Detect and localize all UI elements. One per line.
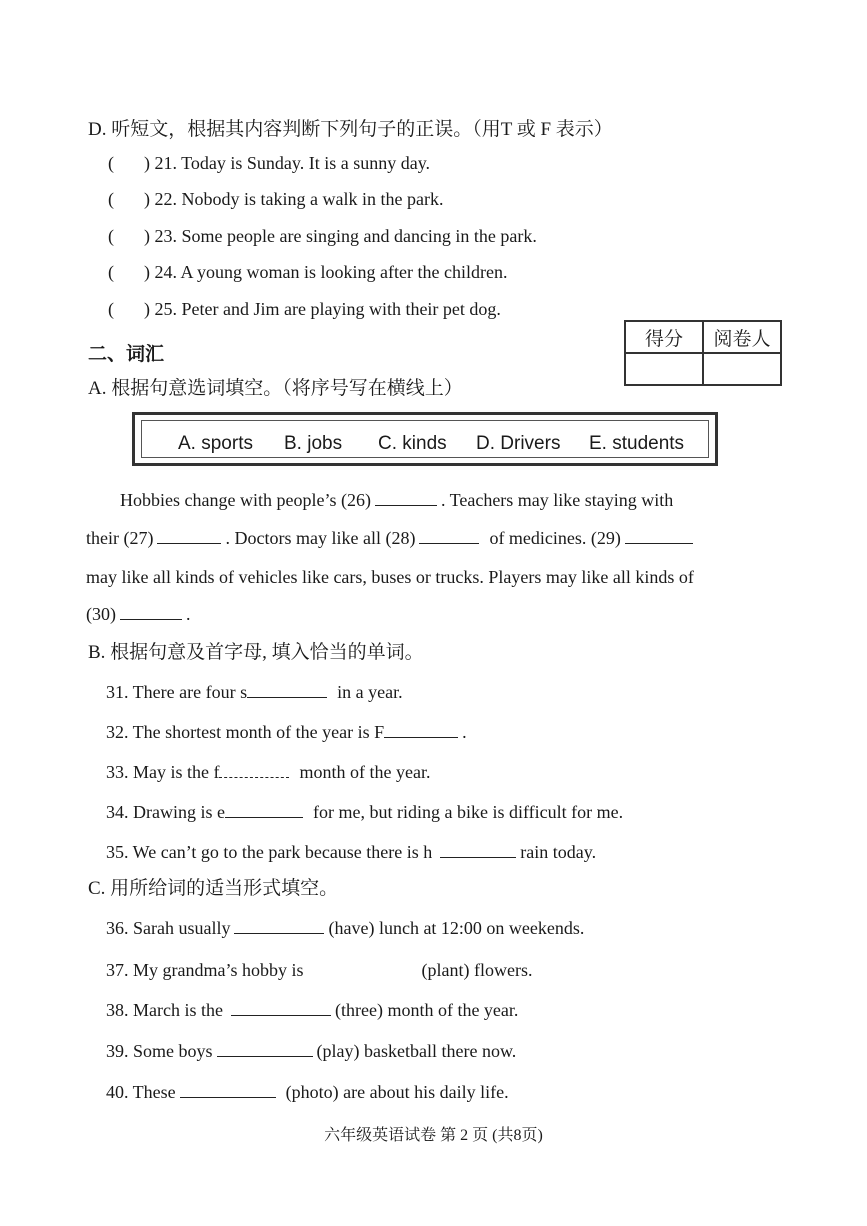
section-a-heading: A. 根据句意选词填空。（将序号写在横线上） xyxy=(88,378,463,399)
question-text: 21. Today is Sunday. It is a sunny day. xyxy=(154,153,431,173)
question-text: (photo) are about his daily life. xyxy=(285,1082,509,1102)
question-text: 34. Drawing is e xyxy=(106,802,225,822)
passage-line-3: may like all kinds of vehicles like cars, buses or trucks. Players may like all kinds of xyxy=(86,567,694,587)
blank-35[interactable] xyxy=(440,841,516,858)
question-text: (play) basketball there now. xyxy=(316,1041,517,1061)
blank-34[interactable] xyxy=(225,801,303,818)
paren-close: ) xyxy=(144,153,150,173)
section-b-heading: B. 根据句意及首字母, 填入恰当的单词。 xyxy=(88,642,424,663)
blank-26[interactable] xyxy=(375,489,437,506)
question-33 xyxy=(106,760,430,784)
question-text: 31. There are four s xyxy=(106,682,248,702)
question-24 xyxy=(108,260,507,284)
question-text: 23. Some people are singing and dancing in the park. xyxy=(154,226,537,246)
paren-open: ( xyxy=(108,189,114,209)
paren-close: ) xyxy=(144,226,150,246)
question-37 xyxy=(106,958,532,982)
question-text: 33. May is the f xyxy=(106,762,220,782)
section-c-heading: C. 用所给词的适当形式填空。 xyxy=(88,878,339,899)
question-text: for me, but riding a bike is difficult for me. xyxy=(312,802,624,822)
question-22 xyxy=(108,187,443,211)
question-text: (have) lunch at 12:00 on weekends. xyxy=(328,918,585,938)
paren-open: ( xyxy=(108,299,114,319)
question-25 xyxy=(108,297,501,321)
question-text: in a year. xyxy=(337,682,403,702)
reviewer-label: 阅卷人 xyxy=(703,321,781,353)
question-text: 22. Nobody is taking a walk in the park. xyxy=(154,189,444,209)
score-cell[interactable] xyxy=(625,353,703,385)
question-text: 40. These xyxy=(106,1082,176,1102)
page-footer: 六年级英语试卷 第 2 页 (共8页) xyxy=(324,1127,543,1144)
question-23 xyxy=(108,224,537,248)
question-35 xyxy=(106,840,596,864)
question-text: 25. Peter and Jim are playing with their pet dog. xyxy=(154,299,501,319)
paren-close: ) xyxy=(144,299,150,319)
question-text: 38. March is the xyxy=(106,1000,223,1020)
blank-28[interactable] xyxy=(419,527,479,544)
question-text: . xyxy=(462,722,467,742)
word-bank xyxy=(132,412,718,466)
question-text: month of the year. xyxy=(299,762,431,782)
word-option-b: B. jobs xyxy=(284,433,343,454)
blank-32[interactable] xyxy=(384,721,458,738)
question-34 xyxy=(106,800,623,824)
question-text: (three) month of the year. xyxy=(334,1000,519,1020)
passage-text: their (27) xyxy=(86,528,154,548)
part-2-title: 二、词汇 xyxy=(88,344,165,365)
question-21 xyxy=(108,151,430,175)
passage-line-2 xyxy=(86,526,697,550)
passage-text: . xyxy=(186,604,191,624)
question-text: (plant) flowers. xyxy=(421,960,533,980)
blank-27[interactable] xyxy=(157,527,221,544)
passage-text: (30) xyxy=(86,604,116,624)
section-d-heading: D. 听短文，根据其内容判断下列句子的正误。（用T 或 F 表示） xyxy=(88,119,613,140)
word-option-d: D. Drivers xyxy=(476,433,561,454)
blank-29[interactable] xyxy=(625,527,693,544)
passage-text: of medicines. (29) xyxy=(489,528,621,548)
word-option-e: E. students xyxy=(589,433,685,454)
blank-39[interactable] xyxy=(217,1040,313,1057)
question-32 xyxy=(106,720,467,744)
question-text: 39. Some boys xyxy=(106,1041,213,1061)
blank-40[interactable] xyxy=(180,1081,276,1098)
passage-text: . Teachers may like staying with xyxy=(440,490,674,510)
question-text: 37. My grandma’s hobby is xyxy=(106,960,304,980)
passage-line-1 xyxy=(120,488,673,512)
paren-close: ) xyxy=(144,262,150,282)
blank-36[interactable] xyxy=(234,917,324,934)
word-option-c: C. kinds xyxy=(378,433,447,454)
question-text: 24. A young woman is looking after the children. xyxy=(154,262,508,282)
question-text: 36. Sarah usually xyxy=(106,918,231,938)
passage-text: . Doctors may like all (28) xyxy=(225,528,416,548)
paren-open: ( xyxy=(108,226,114,246)
blank-31[interactable] xyxy=(247,681,327,698)
blank-30[interactable] xyxy=(120,603,182,620)
score-label: 得分 xyxy=(625,321,703,353)
question-text: 32. The shortest month of the year is F xyxy=(106,722,385,742)
passage-line-4 xyxy=(86,602,191,626)
question-text: 35. We can’t go to the park because there is h xyxy=(106,842,433,862)
question-36 xyxy=(106,916,584,940)
blank-38[interactable] xyxy=(231,999,331,1016)
question-31 xyxy=(106,680,403,704)
score-table xyxy=(624,320,782,386)
reviewer-cell[interactable] xyxy=(703,353,781,385)
question-39 xyxy=(106,1039,516,1063)
passage-text: Hobbies change with people’s (26) xyxy=(120,490,371,510)
question-40 xyxy=(106,1080,509,1104)
paren-open: ( xyxy=(108,153,114,173)
paren-open: ( xyxy=(108,262,114,282)
word-option-a: A. sports xyxy=(178,433,253,454)
question-text: rain today. xyxy=(520,842,597,862)
blank-33[interactable] xyxy=(219,761,289,778)
paren-close: ) xyxy=(144,189,150,209)
question-38 xyxy=(106,998,518,1022)
